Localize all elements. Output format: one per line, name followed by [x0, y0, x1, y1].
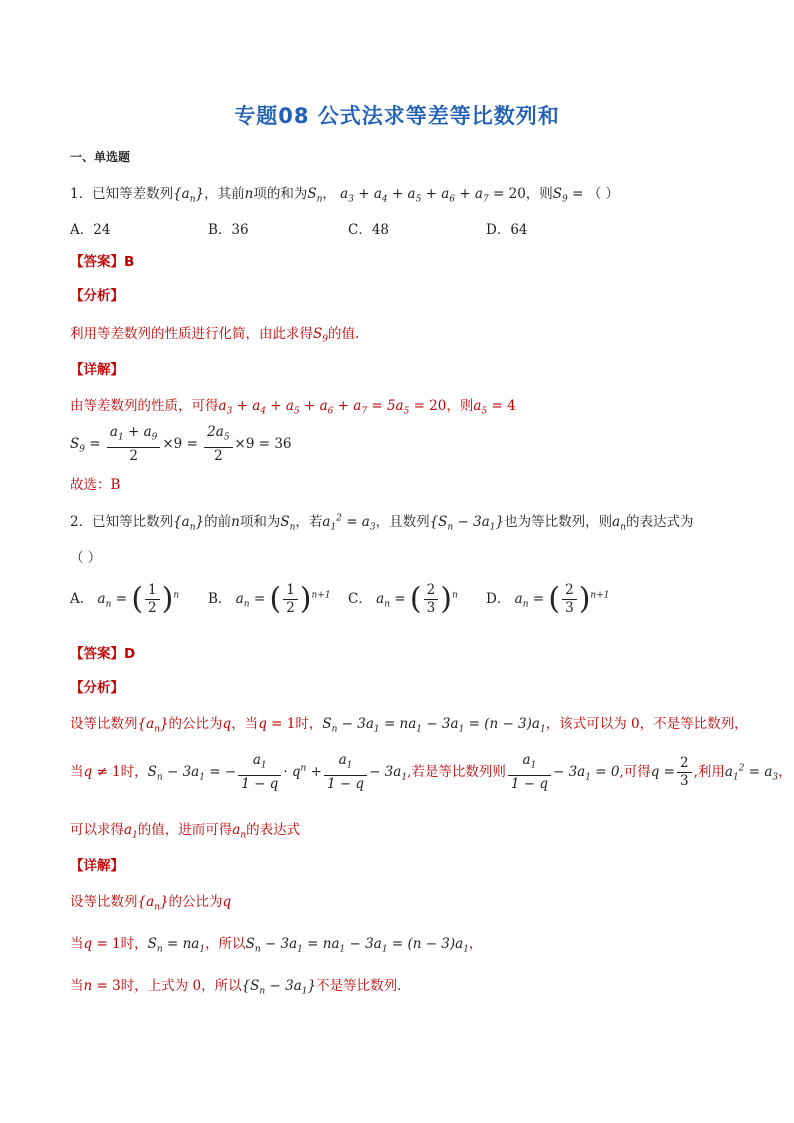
- section-heading: 一、单选题: [70, 150, 131, 164]
- q2-detail-label: 【详解】: [70, 858, 124, 874]
- question-2-text: 2．已知等比数列$\{a_n\}$的前n项和为$S_n$，若$a_1^2 = a_3$，且数列$\{S_n - 3a_1\}$也为等比数列，则$a_n$的表达式为: [70, 513, 694, 533]
- q1-option-d: D．64: [486, 222, 528, 238]
- q2-option-b: B． $a_n$ = ( $\frac{1}{2}$ )$^{n+1}$: [208, 581, 331, 617]
- q2-analysis-line1: 设等比数列$\{a_n\}$的公比为q，当q = 1时，$S_n - 3a_1 = na_1 - 3a_1 = (n - 3)a_1$，该式可以为 0，不是等比数列，: [70, 716, 748, 735]
- question-2-paren: （ ）: [70, 550, 102, 566]
- q2-analysis-line2: 当q ≠ 1时，$S_n - 3a_1$ = − $\frac{a_1}{1 - q}$ · $q^n$ + $\frac{a_1}{1 - q}$ − $3a_1$,若是等比数列则 $\frac{a_1}{1 - q}$ − $3a_1 = 0$,可得q = $\frac{2}{3}$ ,利用$a_1^2 = a_3$，: [70, 752, 792, 792]
- q2-analysis-line3: 可以求得$a_1$的值，进而可得$a_n$的表达式: [70, 822, 301, 841]
- q2-answer: 【答案】D: [70, 646, 136, 662]
- q1-detail-line1: 由等差数列的性质，可得$a_3 + a_4 + a_5 + a_6 + a_7 = 5a_5 = 20$，则$a_5 = 4$: [70, 398, 516, 417]
- q2-detail-line1: 设等比数列$\{a_n\}$的公比为q: [70, 894, 232, 913]
- q1-option-c: C．48: [348, 222, 390, 238]
- q1-choose: 故选：B: [70, 477, 121, 493]
- q2-option-a: A． $a_n$ = ( $\frac{1}{2}$ )$^n$: [70, 581, 180, 617]
- q2-option-c: C． $a_n$ = ( $\frac{2}{3}$ )$^n$: [348, 581, 458, 617]
- q1-detail-formula: $S_9$ = $\frac{a_1 + a_9}{2}$ ×9 = $\frac{2a_5}{2}$ ×9 = 36: [70, 424, 292, 464]
- q1-detail-label: 【详解】: [70, 362, 124, 378]
- q1-option-a: A．24: [70, 222, 111, 238]
- question-1-text: 1．已知等差数列$\{a_n\}$，其前n项的和为$S_n$， $a_3 + a_4 + a_5 + a_6 + a_7 = 20$，则$S_9$ = （ ）: [70, 186, 619, 205]
- q2-analysis-label: 【分析】: [70, 680, 124, 696]
- q1-option-b: B．36: [208, 222, 249, 238]
- q1-answer: 【答案】B: [70, 254, 135, 270]
- q2-option-d: D． $a_n$ = ( $\frac{2}{3}$ )$^{n+1}$: [486, 581, 610, 617]
- q1-analysis-label: 【分析】: [70, 288, 124, 304]
- q1-analysis-text: 利用等差数列的性质进行化简，由此求得$S_9$的值.: [70, 326, 360, 345]
- q2-detail-line3: 当n = 3时，上式为 0，所以$\{S_n - 3a_1\}$不是等比数列.: [70, 978, 402, 997]
- page-title: 专题08 公式法求等差等比数列和: [234, 104, 560, 128]
- q2-detail-line2: 当q = 1时，$S_n = na_1$，所以$S_n - 3a_1 = na_1 - 3a_1 = (n - 3)a_1$，: [70, 936, 483, 955]
